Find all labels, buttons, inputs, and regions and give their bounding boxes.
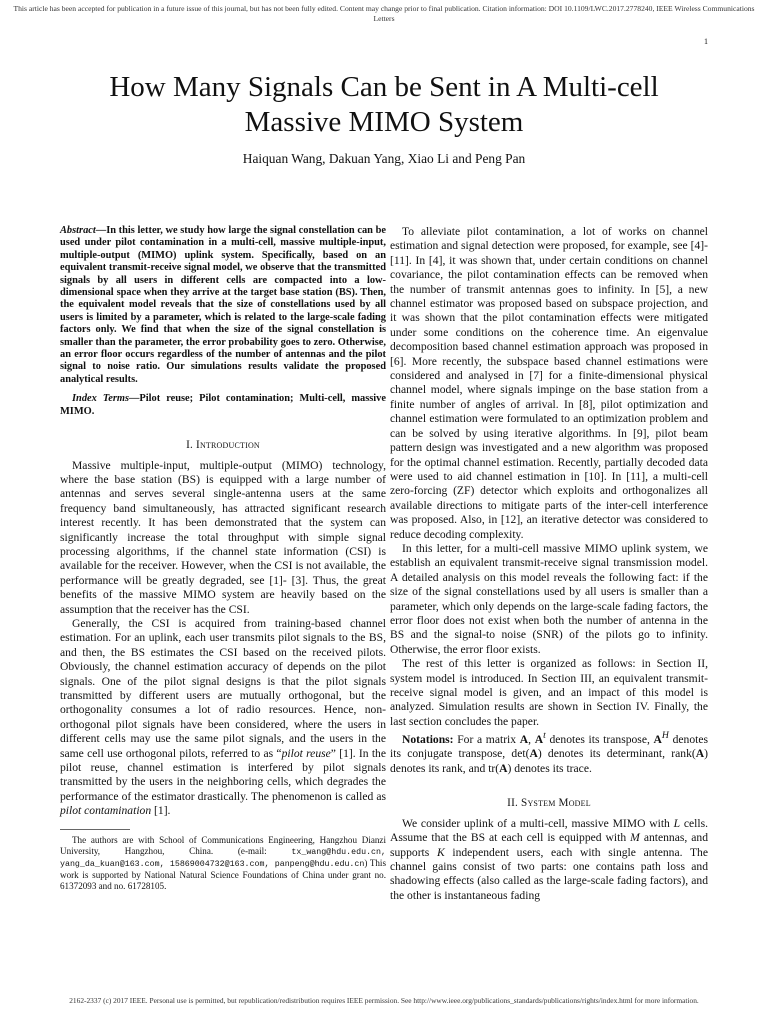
intro-paragraph-5: The rest of this letter is organized as follows: in Section II, system model is introduced. In Section III, an equivalent transmit-receive signal model is given, and an impact of this model is analyzed. Simulation results are shown in Section IV. Finally, the last section concludes the paper. [390,657,708,728]
intro-p2-part-b: ” [1]. In the pilot reuse, channel estimation is interfered by pilot signals transmitted by the users in the neighboring cells, which degrades the performance of the estimator drastically. The phenomenon is called as [60,746,386,803]
intro-paragraph-2 [60,617,386,819]
notations-text-2: , [528,733,535,747]
author-emails: tx_wang@hdu.edu.cn, yang_da_kuan@163.com, 15869004732@163.com, panpeng@hdu.edu.cn [60,847,386,870]
system-model-text-1: We consider uplink of a multi-cell, massive MIMO with [402,816,674,830]
variable-L: L [673,816,681,830]
notations-text-4: denotes its conjugate transpose, det( [390,733,708,761]
page-number: 1 [704,37,708,46]
index-terms-lead: Index Terms [72,393,130,405]
left-column [60,225,386,893]
term-pilot-reuse: pilot reuse [281,746,331,760]
abstract-lead: Abstract [60,225,96,236]
index-terms [60,393,386,418]
matrix-symbol: A [519,733,529,747]
intro-p2-part-a: Generally, the CSI is acquired from training-based channel estimation. For an uplink, each user transmits pilot signals to the BS, and then, the BS estimates the CSI based on the received pilots. Obviously, the channel estimation accuracy of depends on the pilot signals. One of the pilot signal designs is that the pilot signals transmitted by different users are mutually orthogonal, but the orthogonality consumes a lot of radio resources. Hence, non-orthogonal pilot signals have been considered, where the users in different cells may use the same pilot signals, and the users in the same cell use orthogonal pilots, referred to as “ [60,616,386,760]
index-terms-text: —Pilot reuse; Pilot contamination; Multi-cell, massive MIMO. [60,393,386,417]
variable-K: K [436,845,445,859]
abstract-text: —In this letter, we study how large the signal constellation can be used under pilot contamination in a multi-cell, massive multiple-input, multiple-output (MIMO) uplink system. Specifically, based on an equivalent transmit-receive signal model, we observe that the transmitted signals by all users in different cells are compacted into a low-dimensional space when they arrive at the target base station (BS). Then, the equivalent model reveals that the size of constellations used by all users is limited by a parameter, which is related to the large-scale fading factors only. We find that when the size of the signal constellation is smaller than the parameter, the error probability goes to zero. Otherwise, an error floor occurs regardless of the number of antennas and the pilot signal to noise ratio. Our simulations results validate the proposed analytical results. [60,225,386,385]
system-model-text-4: independent users, each with single antenna. The channel gains consist of two parts: one contains path loss and shadowing effects (also called as the large-scale fading factors), and the other is instantaneous fading [390,845,708,902]
section-title: Introduction [196,439,260,452]
matrix-symbol: A [534,733,544,747]
paper-title [60,70,708,140]
notations-text-6: ) denotes its rank, and tr( [390,747,708,775]
title-line-1: How Many Signals Can be Sent in A Multi-cell [109,71,659,103]
notations-text-7: ) denotes its trace. [507,761,592,775]
hermitian-superscript: H [661,730,669,742]
notations-text-5: ) denotes its determinant, rank( [537,747,696,761]
transpose-superscript: t [543,730,546,742]
notations-text-3: denotes its transpose, [545,733,654,747]
section-heading-introduction [60,438,386,452]
matrix-symbol: A [529,747,538,761]
section-number: I. [186,439,194,452]
system-model-text-3: antennas, and supports [390,831,709,859]
section-number: II. [507,797,519,810]
intro-paragraph-1: Massive multiple-input, multiple-output (MIMO) technology, where the base station (BS) is equipped with a large number of antennas and serves several single-antenna users at the same frequency band simultaneously, has attracted significant research interest recently. It has been demonstrated that the system can significantly increase the total throughput with simple signal processing algorithms, if the channel state information (CSI) is available for the receiver. However, when the CSI is not available, the performance will be greatly degraded, see [1]- [3]. Thus, the great benefits of the massive MIMO system are heavily based on the assumption that the receiver has the CSI. [60,458,386,616]
intro-paragraph-4: In this letter, for a multi-cell massive MIMO uplink system, we establish an equivalent transmit-receive signal transmission model. A detailed analysis on this model reveals the following fact: if the size of the signal constellations used by all users is smaller than a parameter, which only depends on the large-scale fading factors, the error floor does not exist when both the number of antenna in the BS and the signal-to noise (SNR) of the pilots go to infinity. Otherwise, the error floor exists. [390,541,708,656]
footnote-text-1: The authors are with School of Communications Engineering, Hangzhou Dianzi University, Hangzhou, China. (e-mail: [60,834,386,856]
intro-p2-part-c: [1]. [151,804,171,818]
system-model-paragraph [390,817,708,903]
copyright-footer: 2162-2337 (c) 2017 IEEE. Personal use is permitted, but republication/redistribution requires IEEE permission. See http://www.ieee.org/publications_standards/publications/rights/index.html for more information. [69,996,699,1005]
footnote-text-2: ) This work is supported by National Natural Science Foundations of China under grant no. 61372093 and no. 61728105. [60,858,387,892]
intro-paragraph-3: To alleviate pilot contamination, a lot of works on channel estimation and signal detection were proposed, for example, see [4]- [11]. In [4], it was shown that, under certain conditions on channel covariance, the pilot contamination effects can be removed when the number of transmit antennas goes to infinity. In [5], a new channel estimator was proposed based on subspace projection, and it was shown that the pilot contamination effects were mitigated under some conditions on the coherence time. An eigenvalue decomposition based channel estimation approach was proposed in [6]. More recently, the subspace based channel estimations were considered and analysed in [7] for a finite-dimensional physical channel model, where signals impinge on the base station from a finite number of angles of arrival. In [8], pilot optimization and channel estimation were formulated to an optimization problem and can be solved by using iterative algorithms. In [9], pilot beam pattern design was investigated and a new algorithm was proposed for the optimal channel estimation. Recently, partially decoded data were used to aid channel estimation in [10]. In [11], a multi-cell zero-forcing (ZF) detector which exploits and orthogonalizes all available directions to mitigate parts of the inter-cell interference was proposed. Also, in [12], an iterative detector was considered to reduce decoding complexity. [390,225,708,541]
author-list: Haiquan Wang, Dakuan Yang, Xiao Li and Peng Pan [242,151,526,166]
matrix-symbol: A [653,733,662,747]
term-pilot-contamination: pilot contamination [60,804,152,818]
section-heading-system-model [390,796,708,810]
abstract [60,225,386,386]
journal-notice: This article has been accepted for publication in a future issue of this journal, but has not been fully edited. Content may change prior to final publication. Citation information: DOI 10.1109/LWC.2017.2778240, IEEE Wireless Communications Letters [13,4,755,23]
footnote-divider [60,829,130,830]
section-title: System Model [521,797,591,810]
author-footnote [60,835,386,893]
system-model-text-2: cells. Assume that the BS at each cell is equipped with [390,816,708,845]
notations-text-1: For a matrix [453,733,520,747]
matrix-symbol: A [499,761,508,775]
variable-M: M [630,831,640,845]
notations-paragraph [390,729,708,776]
matrix-symbol: A [695,747,705,761]
title-line-2: Massive MIMO System [244,106,524,138]
notations-lead: Notations: [402,733,454,747]
right-column [390,225,708,903]
